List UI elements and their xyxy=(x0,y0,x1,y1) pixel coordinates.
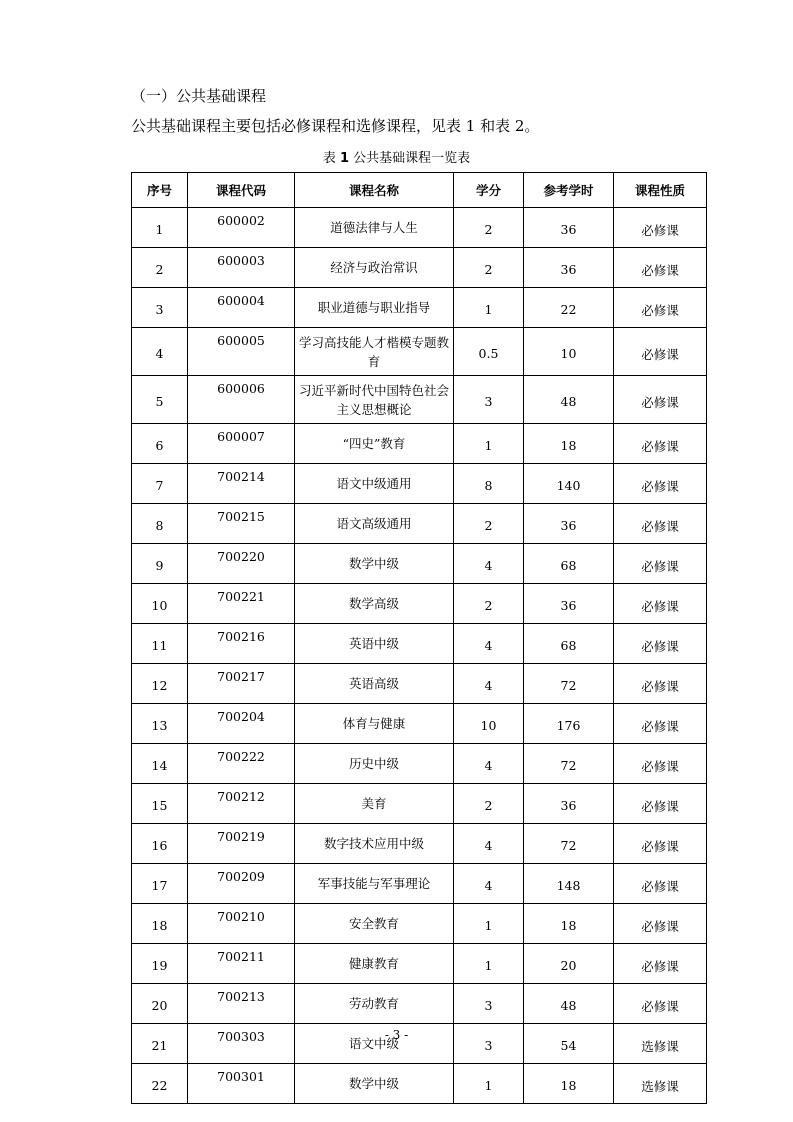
row-index: 21 xyxy=(132,1024,188,1064)
course-type: 必修课 xyxy=(614,328,707,376)
course-code: 700222 xyxy=(188,744,295,784)
course-type: 必修课 xyxy=(614,624,707,664)
course-code: 600007 xyxy=(188,424,295,464)
course-type: 必修课 xyxy=(614,784,707,824)
table-body xyxy=(132,208,707,1104)
course-credits: 3 xyxy=(454,376,524,424)
course-name: 数学中级 xyxy=(295,1064,454,1104)
header-index: 序号 xyxy=(132,173,188,208)
row-index: 3 xyxy=(132,288,188,328)
course-name: 经济与政治常识 xyxy=(295,248,454,288)
row-index: 7 xyxy=(132,464,188,504)
row-index: 18 xyxy=(132,904,188,944)
course-name: 数学高级 xyxy=(295,584,454,624)
course-code: 600005 xyxy=(188,328,295,376)
row-index: 9 xyxy=(132,544,188,584)
course-hours: 72 xyxy=(524,664,614,704)
course-credits: 8 xyxy=(454,464,524,504)
table-row xyxy=(132,376,707,424)
course-name: 美育 xyxy=(295,784,454,824)
course-type: 必修课 xyxy=(614,944,707,984)
row-index: 12 xyxy=(132,664,188,704)
course-code: 700219 xyxy=(188,824,295,864)
table-row xyxy=(132,744,707,784)
course-type: 选修课 xyxy=(614,1064,707,1104)
course-hours: 36 xyxy=(524,584,614,624)
course-credits: 1 xyxy=(454,1064,524,1104)
course-type: 必修课 xyxy=(614,464,707,504)
course-credits: 1 xyxy=(454,944,524,984)
row-index: 14 xyxy=(132,744,188,784)
course-code: 700220 xyxy=(188,544,295,584)
header-hours: 参考学时 xyxy=(524,173,614,208)
course-credits: 4 xyxy=(454,864,524,904)
course-hours: 18 xyxy=(524,904,614,944)
course-code: 600003 xyxy=(188,248,295,288)
course-code: 700213 xyxy=(188,984,295,1024)
course-hours: 48 xyxy=(524,376,614,424)
course-hours: 72 xyxy=(524,824,614,864)
course-hours: 10 xyxy=(524,328,614,376)
row-index: 22 xyxy=(132,1064,188,1104)
course-type: 选修课 xyxy=(614,1024,707,1064)
row-index: 5 xyxy=(132,376,188,424)
course-name: 安全教育 xyxy=(295,904,454,944)
course-hours: 22 xyxy=(524,288,614,328)
course-credits: 1 xyxy=(454,904,524,944)
table-row xyxy=(132,824,707,864)
course-type: 必修课 xyxy=(614,584,707,624)
section-heading: （一）公共基础课程 xyxy=(131,87,267,105)
course-credits: 10 xyxy=(454,704,524,744)
course-credits: 2 xyxy=(454,584,524,624)
course-code: 600006 xyxy=(188,376,295,424)
course-name: 军事技能与军事理论 xyxy=(295,864,454,904)
course-type: 必修课 xyxy=(614,824,707,864)
course-code: 700221 xyxy=(188,584,295,624)
course-hours: 36 xyxy=(524,784,614,824)
course-type: 必修课 xyxy=(614,248,707,288)
course-type: 必修课 xyxy=(614,424,707,464)
course-code: 700214 xyxy=(188,464,295,504)
table-row xyxy=(132,984,707,1024)
course-type: 必修课 xyxy=(614,864,707,904)
course-name: 健康教育 xyxy=(295,944,454,984)
row-index: 13 xyxy=(132,704,188,744)
row-index: 17 xyxy=(132,864,188,904)
course-code: 600004 xyxy=(188,288,295,328)
course-table xyxy=(131,172,707,1104)
table-row xyxy=(132,248,707,288)
page-number: - 3 - xyxy=(384,1028,409,1042)
course-hours: 18 xyxy=(524,1064,614,1104)
course-credits: 4 xyxy=(454,664,524,704)
course-hours: 68 xyxy=(524,544,614,584)
course-hours: 148 xyxy=(524,864,614,904)
course-name: 语文中级 xyxy=(295,1024,454,1064)
course-code: 700217 xyxy=(188,664,295,704)
course-code: 700209 xyxy=(188,864,295,904)
course-code: 700215 xyxy=(188,504,295,544)
row-index: 15 xyxy=(132,784,188,824)
table-row xyxy=(132,664,707,704)
table-header-row xyxy=(132,173,707,208)
course-credits: 1 xyxy=(454,288,524,328)
table-row xyxy=(132,424,707,464)
course-type: 必修课 xyxy=(614,504,707,544)
course-hours: 18 xyxy=(524,424,614,464)
course-code: 700211 xyxy=(188,944,295,984)
course-name: “四史”教育 xyxy=(295,424,454,464)
course-name: 习近平新时代中国特色社会主义思想概论 xyxy=(295,376,454,424)
table-row xyxy=(132,1064,707,1104)
header-name: 课程名称 xyxy=(295,173,454,208)
course-type: 必修课 xyxy=(614,376,707,424)
row-index: 16 xyxy=(132,824,188,864)
course-code: 700212 xyxy=(188,784,295,824)
course-type: 必修课 xyxy=(614,544,707,584)
course-name: 职业道德与职业指导 xyxy=(295,288,454,328)
course-credits: 2 xyxy=(454,248,524,288)
course-hours: 48 xyxy=(524,984,614,1024)
course-credits: 4 xyxy=(454,624,524,664)
course-credits: 4 xyxy=(454,544,524,584)
course-name: 道德法律与人生 xyxy=(295,208,454,248)
table-row xyxy=(132,624,707,664)
course-name: 语文高级通用 xyxy=(295,504,454,544)
course-hours: 68 xyxy=(524,624,614,664)
course-hours: 72 xyxy=(524,744,614,784)
row-index: 1 xyxy=(132,208,188,248)
course-hours: 176 xyxy=(524,704,614,744)
caption-number: 1 xyxy=(339,151,350,166)
course-name: 英语高级 xyxy=(295,664,454,704)
caption-title: 公共基础课程一览表 xyxy=(353,151,471,166)
row-index: 20 xyxy=(132,984,188,1024)
course-code: 700204 xyxy=(188,704,295,744)
course-type: 必修课 xyxy=(614,744,707,784)
table-row xyxy=(132,584,707,624)
table-row xyxy=(132,944,707,984)
row-index: 4 xyxy=(132,328,188,376)
course-type: 必修课 xyxy=(614,704,707,744)
table-row xyxy=(132,904,707,944)
course-code: 700210 xyxy=(188,904,295,944)
course-hours: 36 xyxy=(524,248,614,288)
course-name: 数学中级 xyxy=(295,544,454,584)
course-code: 700216 xyxy=(188,624,295,664)
course-credits: 0.5 xyxy=(454,328,524,376)
course-name: 体育与健康 xyxy=(295,704,454,744)
table-row xyxy=(132,208,707,248)
course-name: 历史中级 xyxy=(295,744,454,784)
course-hours: 20 xyxy=(524,944,614,984)
course-credits: 2 xyxy=(454,208,524,248)
row-index: 2 xyxy=(132,248,188,288)
course-type: 必修课 xyxy=(614,984,707,1024)
table-row xyxy=(132,464,707,504)
course-hours: 54 xyxy=(524,1024,614,1064)
intro-paragraph: 公共基础课程主要包括必修课程和选修课程，见表 1 和表 2。 xyxy=(131,117,540,135)
course-name: 语文中级通用 xyxy=(295,464,454,504)
course-hours: 140 xyxy=(524,464,614,504)
header-code: 课程代码 xyxy=(188,173,295,208)
row-index: 10 xyxy=(132,584,188,624)
course-credits: 3 xyxy=(454,1024,524,1064)
table-row xyxy=(132,704,707,744)
course-name: 学习高技能人才楷模专题教育 xyxy=(295,328,454,376)
course-type: 必修课 xyxy=(614,288,707,328)
course-name: 英语中级 xyxy=(295,624,454,664)
table-row xyxy=(132,328,707,376)
caption-prefix: 表 xyxy=(322,151,336,166)
course-credits: 3 xyxy=(454,984,524,1024)
course-hours: 36 xyxy=(524,504,614,544)
course-type: 必修课 xyxy=(614,664,707,704)
row-index: 6 xyxy=(132,424,188,464)
course-code: 600002 xyxy=(188,208,295,248)
course-name: 劳动教育 xyxy=(295,984,454,1024)
course-name: 数字技术应用中级 xyxy=(295,824,454,864)
row-index: 19 xyxy=(132,944,188,984)
table-caption xyxy=(0,150,793,168)
course-type: 必修课 xyxy=(614,208,707,248)
row-index: 11 xyxy=(132,624,188,664)
table-row xyxy=(132,784,707,824)
course-code: 700303 xyxy=(188,1024,295,1064)
header-credits: 学分 xyxy=(454,173,524,208)
course-credits: 2 xyxy=(454,504,524,544)
header-type: 课程性质 xyxy=(614,173,707,208)
table-row xyxy=(132,504,707,544)
course-code: 700301 xyxy=(188,1064,295,1104)
course-credits: 2 xyxy=(454,784,524,824)
course-credits: 1 xyxy=(454,424,524,464)
course-credits: 4 xyxy=(454,744,524,784)
table-row xyxy=(132,864,707,904)
course-credits: 4 xyxy=(454,824,524,864)
course-type: 必修课 xyxy=(614,904,707,944)
row-index: 8 xyxy=(132,504,188,544)
table-row xyxy=(132,288,707,328)
course-hours: 36 xyxy=(524,208,614,248)
table-row xyxy=(132,544,707,584)
